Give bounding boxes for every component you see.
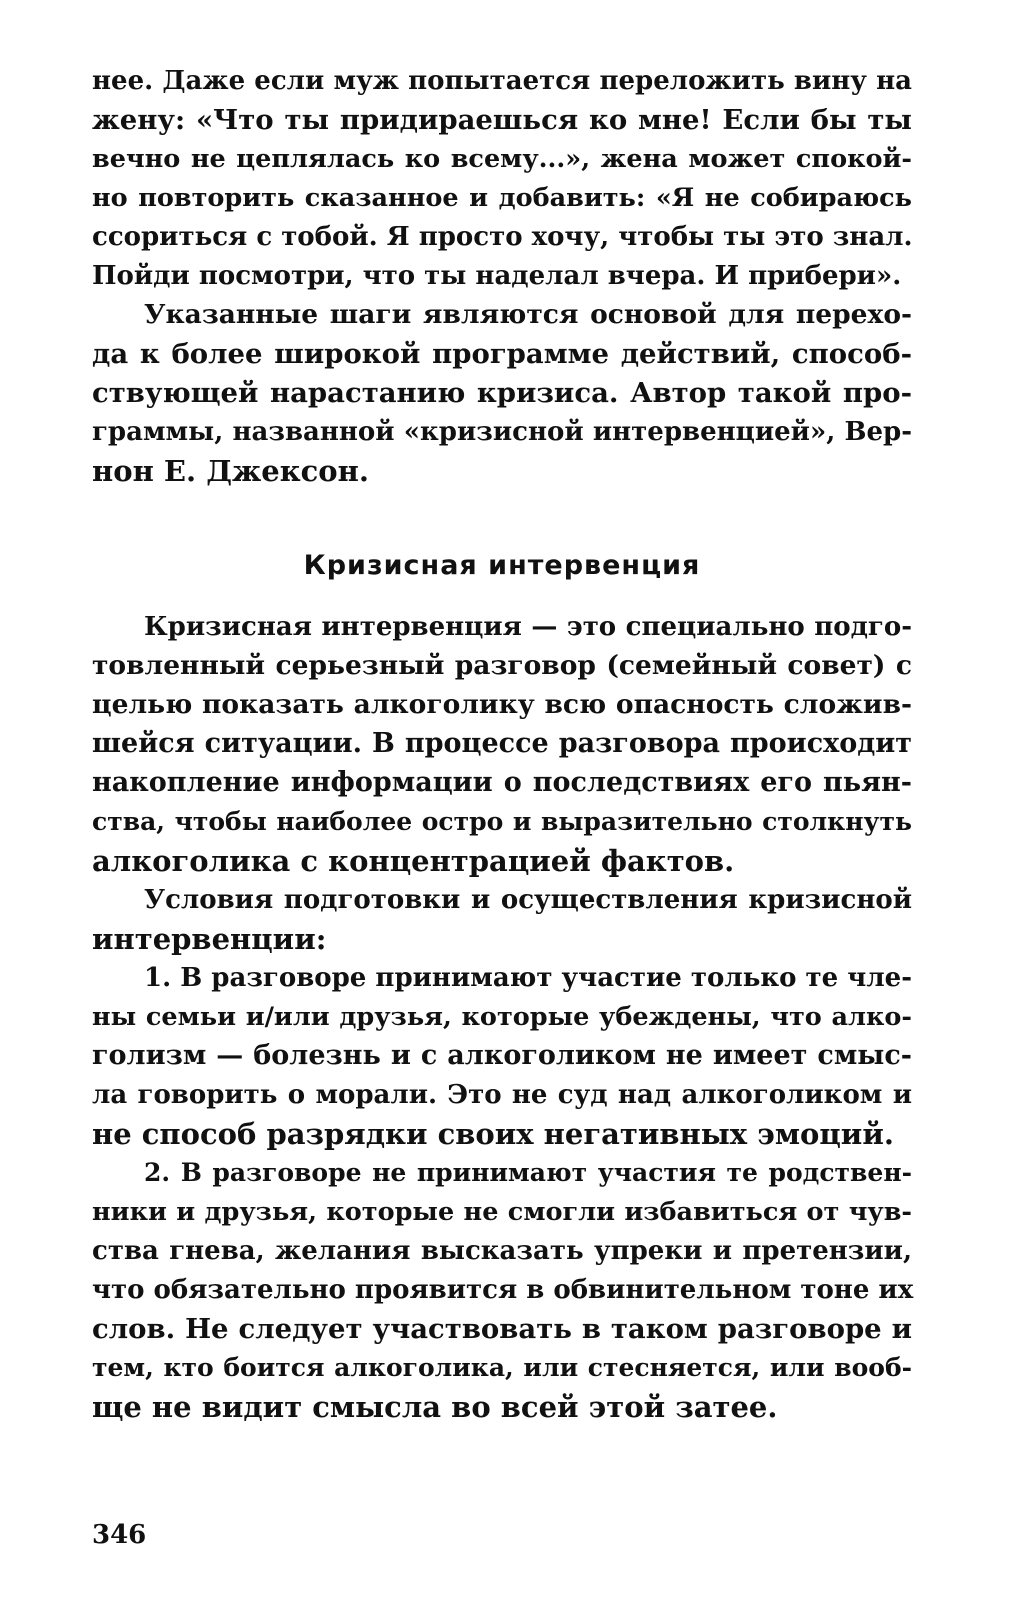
text-line: ссориться с тобой. Я просто хочу, чтобы ты это знал.: [92, 222, 913, 252]
text-line: граммы, названной «кризисной интервенцией», Вер-: [92, 417, 912, 447]
text-line: нее. Даже если муж попытается переложить вину на: [92, 66, 912, 96]
text-line: ства, чтобы наиболее остро и выразительно столкнуть: [92, 807, 912, 836]
list-item-line: что обязательно проявится в обвинительном тоне их: [92, 1275, 914, 1305]
text-line: ствующей нарастанию кризиса. Автор такой про-: [92, 377, 912, 409]
text-line: вечно не цеплялась ко всему...», жена может спокой-: [92, 144, 912, 174]
list-item-line: ще не видит смысла во всей этой затее.: [92, 1390, 778, 1424]
list-item-line: ны семьи и/или друзья, которые убеждены, что алко-: [92, 1002, 912, 1032]
list-item-line: не способ разрядки своих негативных эмоций.: [92, 1117, 894, 1151]
text-line: нон Е. Джексон.: [92, 454, 369, 488]
text-line: но повторить сказанное и добавить: «Я не собираюсь: [92, 183, 912, 213]
list-item-line: 2. В разговоре не принимают участия те родствен-: [144, 1158, 912, 1187]
text-line: шейся ситуации. В процессе разговора происходит: [92, 728, 912, 759]
text-line: Указанные шаги являются основой для перехо-: [144, 299, 912, 330]
text-line: Пойди посмотри, что ты наделал вчера. И прибери».: [92, 261, 902, 291]
text-line: да к более широкой программе действий, способ-: [92, 338, 912, 370]
text-line: жену: «Что ты придираешься ко мне! Если бы ты: [92, 104, 912, 136]
text-line: Условия подготовки и осуществления кризисной: [144, 885, 912, 915]
text-line: алкоголика с концентрацией фактов.: [92, 844, 735, 878]
section-heading: Кризисная интервенция: [303, 550, 701, 581]
text-line: целью показать алкоголику всю опасность сложив-: [92, 689, 912, 720]
list-item-line: голизм — болезнь и с алкоголиком не имеет смыс-: [92, 1040, 912, 1071]
list-item-line: ства гнева, желания высказать упреки и претензии,: [92, 1236, 912, 1266]
list-item-line: ла говорить о морали. Это не суд над алкоголиком и: [92, 1080, 912, 1110]
list-item-line: 1. В разговоре принимают участие только те чле-: [144, 963, 912, 993]
text-line: интервенции:: [92, 922, 327, 956]
list-item-line: слов. Не следует участвовать в таком разговоре и: [92, 1313, 912, 1345]
page-number: 346: [92, 1520, 147, 1550]
list-item-line: ники и друзья, которые не смогли избавиться от чув-: [92, 1197, 912, 1227]
text-line: товленный серьезный разговор (семейный совет) с: [92, 650, 912, 681]
text-line: накопление информации о последствиях его пьян-: [92, 767, 912, 798]
text-line: Кризисная интервенция — это специально подго-: [144, 612, 912, 642]
list-item-line: тем, кто боится алкоголика, или стесняется, или вооб-: [92, 1353, 912, 1382]
